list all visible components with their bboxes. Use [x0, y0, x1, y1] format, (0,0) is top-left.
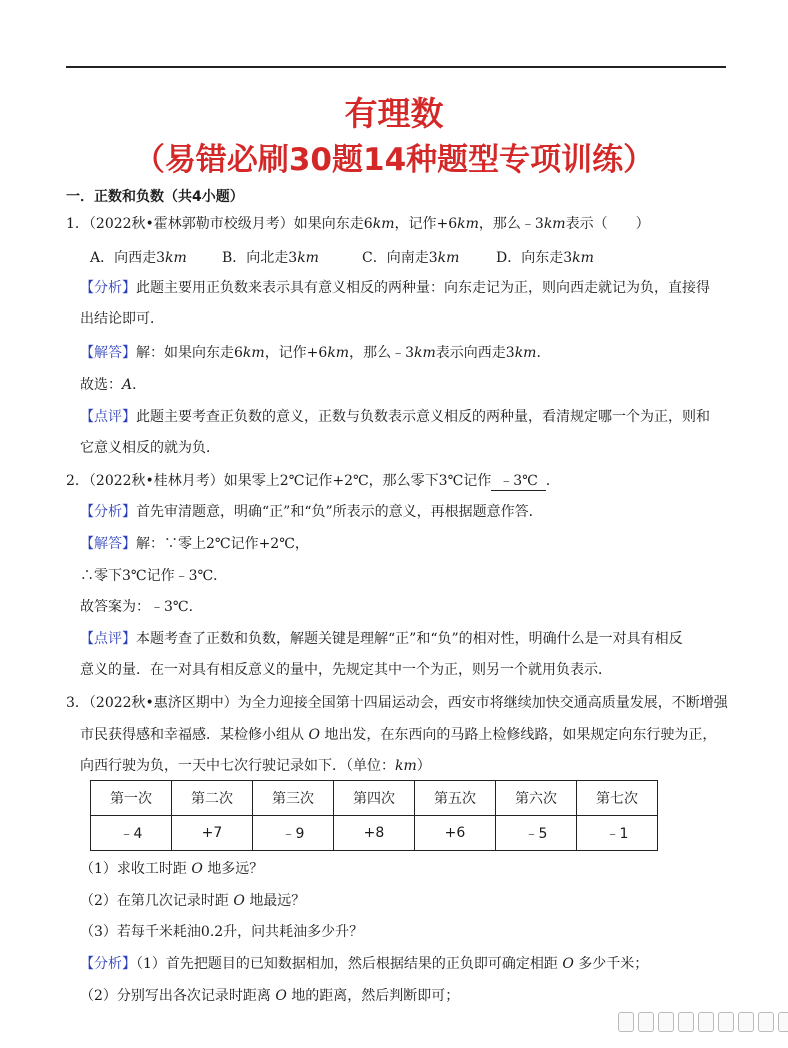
- q3-stem-line3: 向西行驶为负，一天中七次行驶记录如下．（单位：km）: [80, 758, 431, 774]
- q1-option-d: D．向东走3km: [496, 250, 594, 266]
- q2-analysis: 【分析】首先审清题意，明确“正”和“负”所表示的意义，再根据题意作答．: [80, 504, 543, 520]
- table-cell: +6: [415, 816, 496, 851]
- q3-analysis: 【分析】（1）首先把题目的已知数据相加，然后根据结果的正负即可确定相距 O 多少千米；: [80, 956, 649, 972]
- q2-comment: 【点评】本题考查了正数和负数，解题关键是理解“正”和“负”的相对性，明确什么是一对具有相反: [80, 631, 683, 647]
- q1-option-b: B．向北走3km: [222, 250, 319, 266]
- q2-comment-cont: 意义的量．在一对具有相反意义的量中，先规定其中一个为正，则另一个就用负表示．: [80, 662, 612, 678]
- table-cell: ﹣5: [496, 816, 577, 851]
- q2-answer-blank: ﹣3℃: [491, 472, 546, 491]
- table-cell: ﹣4: [91, 816, 172, 851]
- q2-answer: 【解答】解：∵零上2℃记作+2℃，: [80, 536, 309, 552]
- watermark-icon: [618, 1012, 788, 1032]
- page-title: 有理数: [344, 94, 444, 133]
- q1-comment: 【点评】此题主要考查正负数的意义，正数与负数表示意义相反的两种量，看清规定哪一个为正，则和: [80, 409, 710, 425]
- q1-analysis: 【分析】此题主要用正负数来表示具有意义相反的两种量：向东走记为正，则向西走就记为负，直接得: [80, 280, 710, 296]
- table-header: 第六次: [496, 781, 577, 816]
- page-subtitle: （易错必刷30题14种题型专项训练）: [133, 142, 655, 178]
- table-header: 第七次: [577, 781, 658, 816]
- q3-analysis-cont: （2）分别写出各次记录时距离 O 地的距离，然后判断即可；: [80, 988, 460, 1004]
- table-cell: +8: [334, 816, 415, 851]
- q3-record-table: [90, 780, 658, 851]
- q2-stem: 2．（2022秋•桂林月考）如果零上2℃记作+2℃，那么零下3℃记作 ﹣3℃ ．: [66, 473, 560, 489]
- table-header: 第一次: [91, 781, 172, 816]
- table-row: [91, 816, 658, 851]
- q1-choice: 故选：A．: [80, 377, 147, 393]
- q2-answer-step: ∴零下3℃记作﹣3℃．: [80, 568, 228, 584]
- top-rule: [66, 66, 726, 68]
- q1-option-c: C．向南走3km: [362, 250, 460, 266]
- table-header: 第四次: [334, 781, 415, 816]
- q3-sub-question-2: （2）在第几次记录时距 O 地最远？: [80, 893, 306, 909]
- table-header: 第二次: [172, 781, 253, 816]
- table-cell: +7: [172, 816, 253, 851]
- q1-answer: 【解答】解：如果向东走6km，记作+6km，那么﹣3km表示向西走3km．: [80, 345, 551, 361]
- table-header-row: [91, 781, 658, 816]
- table-header: 第五次: [415, 781, 496, 816]
- q1-comment-cont: 它意义相反的就为负．: [80, 440, 220, 456]
- q1-stem: 1．（2022秋•霍林郭勒市校级月考）如果向东走6km，记作+6km，那么﹣3km表示（ ）: [66, 216, 650, 232]
- q2-final-answer: 故答案为：﹣3℃．: [80, 599, 203, 615]
- table-header: 第三次: [253, 781, 334, 816]
- table-cell: ﹣1: [577, 816, 658, 851]
- table-cell: ﹣9: [253, 816, 334, 851]
- q3-sub-question-3: （3）若每千米耗油0.2升，问共耗油多少升？: [80, 924, 364, 940]
- q3-stem-line2: 市民获得感和幸福感．某检修小组从 O 地出发，在东西向的马路上检修线路，如果规定向东行驶为正，: [80, 727, 717, 743]
- q1-analysis-cont: 出结论即可．: [80, 311, 164, 327]
- q3-stem: 3．（2022秋•惠济区期中）为全力迎接全国第十四届运动会，西安市将继续加快交通高质量发展，不断增强: [66, 695, 728, 711]
- section-heading: 一．正数和负数（共4小题）: [66, 189, 244, 205]
- q1-option-a: A．向西走3km: [90, 250, 187, 266]
- q3-sub-question-1: （1）求收工时距 O 地多远？: [80, 861, 264, 877]
